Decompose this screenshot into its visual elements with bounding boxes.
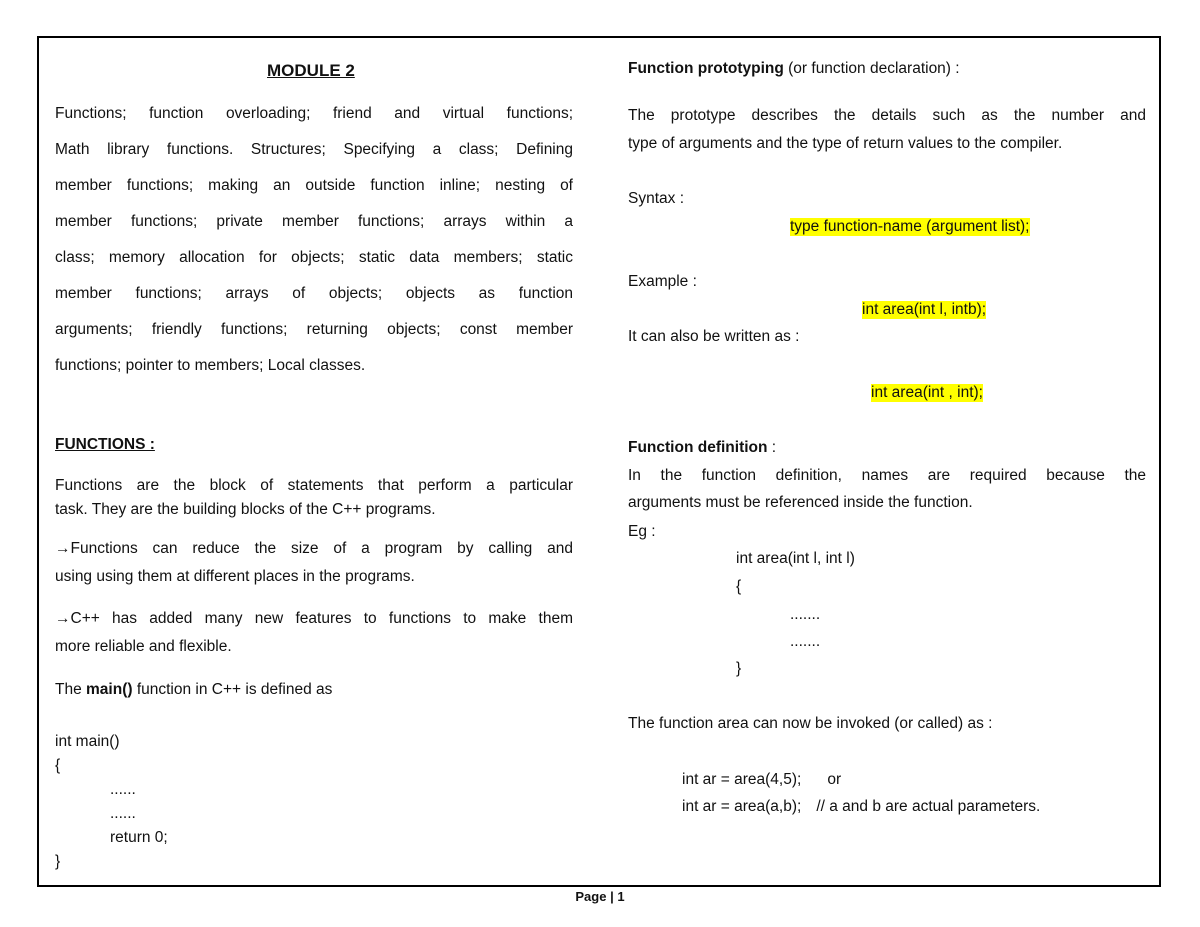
prototyping-bold: Function prototyping: [628, 60, 784, 77]
syllabus-line: Math library functions. Structures; Specifying a class; Defining: [55, 141, 573, 158]
syllabus-line: Functions; function overloading; friend and virtual functions;: [55, 105, 573, 122]
page-frame: [37, 36, 1161, 887]
definition-bold: Function definition: [628, 439, 768, 456]
also-written-text: It can also be written as :: [628, 328, 800, 345]
syllabus-line: member functions; arrays of objects; objects as function: [55, 285, 573, 302]
page-separator: |: [610, 889, 614, 904]
syntax-label: Syntax :: [628, 190, 684, 207]
module-title: MODULE 2: [267, 61, 355, 80]
paragraph-line: type of arguments and the type of return values to the compiler.: [628, 135, 1063, 152]
syllabus-line: arguments; friendly functions; returning objects; const member: [55, 321, 573, 338]
code-line: {: [55, 757, 61, 774]
main-post: function in C++ is defined as: [132, 681, 333, 698]
code-line: return 0;: [110, 829, 168, 846]
example-code: int area(int l, intb);: [862, 301, 987, 318]
page-label: Page: [575, 889, 607, 904]
prototyping-rest: (or function declaration) :: [783, 60, 960, 77]
prototyping-heading: [628, 60, 960, 78]
eg-label: Eg :: [628, 523, 656, 540]
definition-rest: :: [767, 439, 777, 456]
main-keyword: main(): [86, 681, 133, 698]
page-number: 1: [617, 889, 625, 904]
call-comment: // a and b are actual parameters.: [816, 798, 1041, 815]
code-line: {: [736, 578, 742, 595]
code-line: ......: [110, 781, 136, 798]
paragraph-line: →Functions can reduce the size of a program by calling and: [55, 540, 573, 557]
main-pre: The: [55, 681, 87, 698]
paragraph-line: Functions are the block of statements that perform a particular: [55, 477, 573, 494]
code-line: ......: [110, 805, 136, 822]
call-code: int ar = area(4,5);: [682, 771, 802, 788]
example-label: Example :: [628, 273, 697, 290]
paragraph-line: more reliable and flexible.: [55, 638, 232, 655]
also-code: int area(int , int);: [871, 384, 983, 401]
syllabus-line: class; memory allocation for objects; static data members; static: [55, 249, 573, 266]
syllabus-line: member functions; private member functions; arrays within a: [55, 213, 573, 230]
paragraph-line: →C++ has added many new features to functions to make them: [55, 610, 573, 627]
code-line: }: [736, 660, 742, 677]
call-line: [682, 771, 841, 789]
syllabus-line: functions; pointer to members; Local classes.: [55, 357, 366, 374]
code-line: .......: [790, 633, 821, 650]
call-code: int ar = area(a,b);: [682, 798, 802, 815]
call-comment: or: [827, 771, 842, 788]
code-line: int area(int l, int l): [736, 550, 855, 567]
paragraph-line: using using them at different places in the programs.: [55, 568, 415, 585]
page-footer: [0, 889, 1200, 904]
code-line: .......: [790, 606, 821, 623]
functions-heading: FUNCTIONS :: [55, 436, 155, 453]
invoke-text: The function area can now be invoked (or called) as :: [628, 715, 993, 732]
code-line: }: [55, 853, 61, 870]
call-line: [682, 798, 1040, 816]
code-line: int main(): [55, 733, 120, 750]
paragraph-line: The prototype describes the details such as the number and: [628, 107, 1146, 124]
paragraph-line: In the function definition, names are required because the: [628, 467, 1146, 484]
paragraph-line: task. They are the building blocks of the C++ programs.: [55, 501, 436, 518]
main-sentence: [55, 681, 332, 699]
syntax-code: type function-name (argument list);: [790, 218, 1030, 235]
syllabus-line: member functions; making an outside function inline; nesting of: [55, 177, 573, 194]
definition-heading: [628, 439, 776, 457]
paragraph-line: arguments must be referenced inside the function.: [628, 494, 973, 511]
